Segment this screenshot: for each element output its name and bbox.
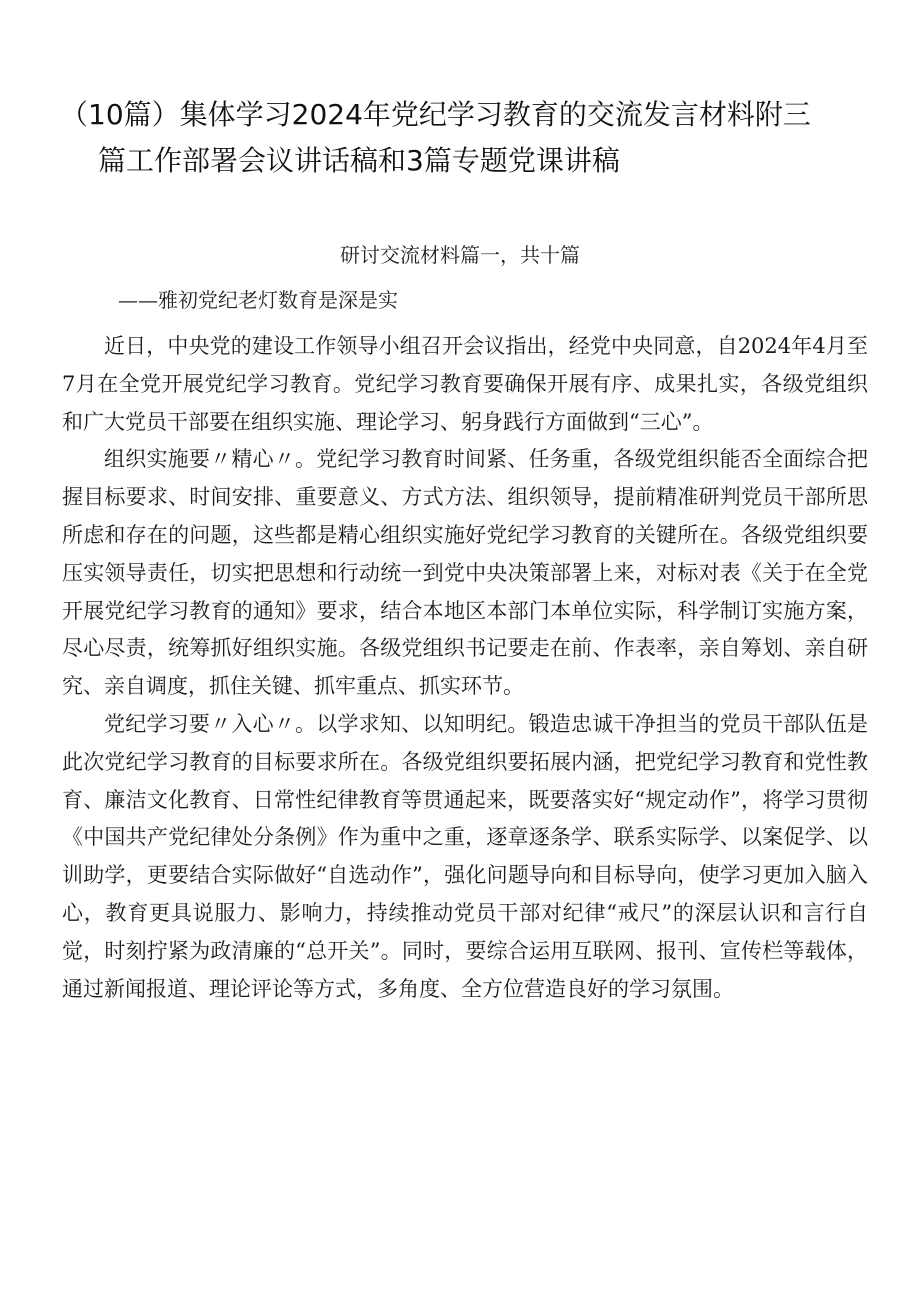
document-title-line-1: （10篇）集体学习2024年党纪学习教育的交流发言材料附三 [60, 98, 811, 131]
section-heading: 研讨交流材料篇一，共十篇 [340, 243, 580, 267]
document-body [62, 328, 868, 1008]
section-subtitle: ——雅初党纪老灯数育是深是实 [118, 288, 398, 312]
document-title [60, 92, 860, 184]
document-title-line-2: 篇工作部署会议讲话稿和3篇专题党课讲稿 [98, 144, 620, 177]
body-paragraph: 近日，中央党的建设工作领导小组召开会议指出，经党中央同意，自2024年4月至7月在全党开展党纪学习教育。党纪学习教育要确保开展有序、成果扎实，各级党组织和广大党员干部要在组织实施、理论学习、躬身践行方面做到“三心”。 [62, 334, 868, 434]
body-paragraph: 组织实施要〃精心〃。党纪学习教育时间紧、任务重，各级党组织能否全面综合把握目标要求、时间安排、重要意义、方式方法、组织领导，提前精准研判党员干部所思所虑和存在的问题，这些都是精心组织实施好党纪学习教育的关键所在。各级党组织要压实领导责任，切实把思想和行动统一到党中央决策部署上来，对标对表《关于在全党开展党纪学习教育的通知》要求，结合本地区本部门本单位实际，科学制订实施方案，尽心尽责，统筹抓好组织实施。各级党组织书记要走在前、作表率，亲自筹划、亲自研究、亲自调度，抓住关键、抓牢重点、抓实环节。 [62, 447, 868, 699]
body-paragraph: 党纪学习要〃入心〃。以学求知、以知明纪。锻造忠诚干净担当的党员干部队伍是此次党纪学习教育的目标要求所在。各级党组织要拓展内涵，把党纪学习教育和党性教育、廉洁文化教育、日常性纪律教育等贯通起来，既要落实好“规定动作”，将学习贯彻《中国共产党纪律处分条例》作为重中之重，逐章逐条学、联系实际学、以案促学、以训助学，更要结合实际做好“自选动作”，强化问题导向和目标导向，使学习更加入脑入心，教育更具说服力、影响力，持续推动党员干部对纪律“戒尺”的深层认识和言行自觉，时刻拧紧为政清廉的“总开关”。同时，要综合运用互联网、报刊、宣传栏等载体，通过新闻报道、理论评论等方式，多角度、全方位营造良好的学习氛围。 [62, 711, 868, 1001]
